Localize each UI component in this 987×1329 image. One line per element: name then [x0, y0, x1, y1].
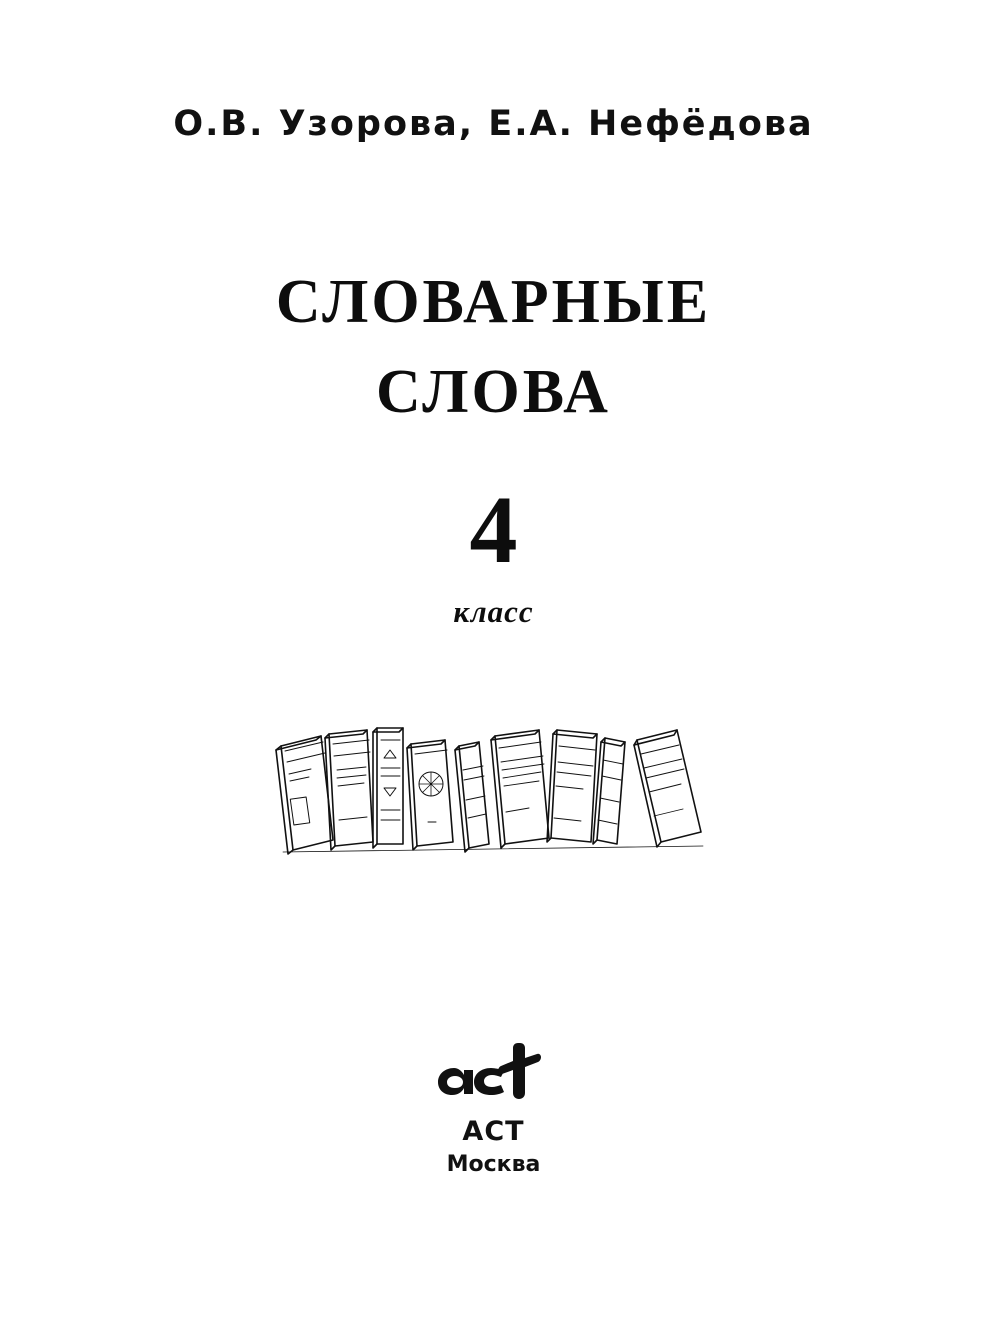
- row-of-books-illustration: [263, 700, 728, 860]
- book-4: [407, 740, 453, 850]
- grade-number: 4: [469, 476, 518, 583]
- grade-label: класс: [453, 594, 534, 629]
- publisher-city: Москва: [446, 1152, 541, 1178]
- page-title: [0, 258, 987, 438]
- publisher-block: [0, 1040, 987, 1177]
- publisher-name: ACT: [462, 1116, 525, 1147]
- title-line-1: СЛОВАРНЫЕ: [275, 268, 712, 336]
- ast-logo: [434, 1040, 554, 1102]
- books-drawing: [263, 700, 728, 860]
- title-line-2: СЛОВА: [376, 357, 611, 426]
- book-1: [276, 736, 333, 854]
- book-3: [373, 728, 403, 848]
- book-7: [547, 730, 597, 842]
- book-5: [455, 742, 489, 852]
- book-6: [491, 730, 549, 848]
- book-9: [634, 730, 701, 847]
- authors-line: О.В. Узорова, Е.А. Нефёдова: [173, 104, 814, 144]
- book-8: [593, 738, 625, 844]
